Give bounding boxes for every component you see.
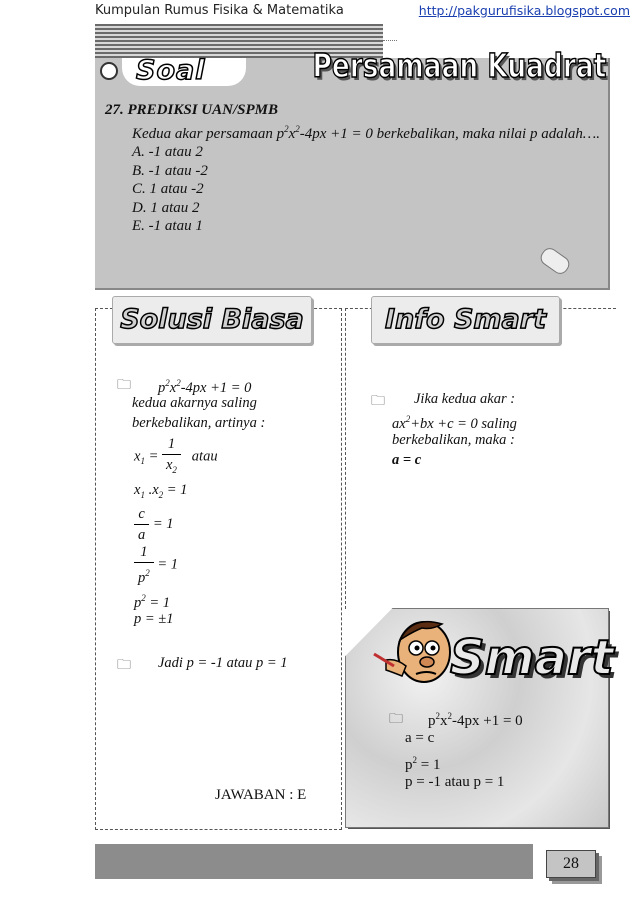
smart-title: Smart xyxy=(450,630,614,686)
solusi-x1-frac: $x_1$ = $\frac{1}{x_2}$ atau xyxy=(134,436,218,475)
smart-eq: $p^2x^2-4px +1 = 0$ xyxy=(428,711,523,729)
solusi-biasa-banner: Solusi Biasa xyxy=(112,296,312,344)
info-line1: Jika kedua akar : xyxy=(414,391,516,407)
answer-text: JAWABAN : E xyxy=(215,787,307,803)
folder-icon: 🗀 xyxy=(389,712,403,727)
option-d: D. 1 atau 2 xyxy=(132,199,200,216)
smart-line2: a = c xyxy=(405,730,435,746)
solusi-p-pm: p = ±1 xyxy=(134,611,174,627)
info-smart-banner: Info Smart xyxy=(371,296,560,344)
option-c: C. 1 atau -2 xyxy=(132,181,204,197)
soal-label: Soal xyxy=(136,55,206,86)
header-book-title: Kumpulan Rumus Fisika & Matematika xyxy=(95,3,344,18)
footer-bar xyxy=(95,844,533,879)
option-e: E. -1 atau 1 xyxy=(132,218,203,234)
question-title: PREDIKSI UAN/SPMB xyxy=(127,102,278,118)
solusi-equation: $p^2x^2-4px +1 = 0$ xyxy=(158,378,252,396)
solusi-one-over-p2: $\frac{1}{p^2}$ = 1 xyxy=(134,542,178,588)
solusi-line2: berkebalikan, artinya : xyxy=(132,415,266,431)
question-stem: Kedua akar persamaan $p^2x^2-4px +1 = 0$ berkebalikan, maka nilai p adalah…. xyxy=(132,123,600,142)
bullet-circle-icon xyxy=(100,62,118,80)
info-line2: $ax^2+bx +c = 0$ saling xyxy=(392,414,517,432)
folder-icon: 🗀 xyxy=(371,394,385,409)
thinking-man-icon xyxy=(372,610,462,700)
page-number: 28 xyxy=(546,850,596,878)
smart-line3: $p^2 = 1$ xyxy=(405,755,441,773)
folder-icon: 🗀 xyxy=(117,378,131,393)
solusi-c-over-a: $\frac{c}{a}$ = 1 xyxy=(134,504,174,545)
folder-icon: 🗀 xyxy=(117,658,131,673)
info-line4: a = c xyxy=(392,452,422,468)
option-b: B. -1 atau -2 xyxy=(132,162,208,179)
option-a: A. -1 atau 2 xyxy=(132,144,203,160)
info-line3: berkebalikan, maka : xyxy=(392,432,515,448)
decorative-dots xyxy=(383,40,397,43)
topic-title: Persamaan Kuadrat xyxy=(312,46,606,85)
smart-line4: p = -1 atau p = 1 xyxy=(405,774,505,790)
solusi-p-squared: $p^2 = 1$ xyxy=(134,593,171,611)
info-panel xyxy=(345,308,616,609)
question-number: 27. xyxy=(105,102,124,118)
header-url-link[interactable]: http://pakgurufisika.blogspot.com xyxy=(418,3,630,18)
solusi-conclusion: Jadi p = -1 atau p = 1 xyxy=(158,655,288,671)
solusi-product: $x_1$ $.x_2 = 1$ xyxy=(134,482,188,500)
question-block xyxy=(105,101,605,236)
solusi-line1: kedua akarnya saling xyxy=(132,395,257,411)
